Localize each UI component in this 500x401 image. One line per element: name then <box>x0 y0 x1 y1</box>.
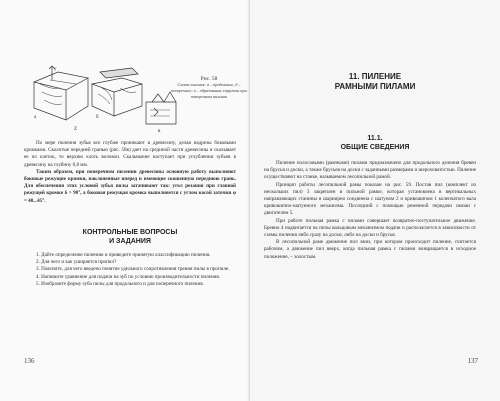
figure-label-b: б <box>96 115 99 120</box>
chapter-heading-line-1: 11. ПИЛЕНИЕ <box>348 72 402 81</box>
section-heading <box>24 228 236 246</box>
paragraph: Пиление полосовыми (рамными) пилами предназначено для продольного деления бревен на брусья и доски, а также брусьев на доски с заданными размерами и шероховатостью. Пиление осуществляют на станке, называемом лесопильной рамой. <box>264 160 476 181</box>
figure-label-v: в <box>158 129 161 134</box>
paragraph-bold <box>24 169 236 205</box>
subsection-number: 11.1. <box>367 135 383 142</box>
question-item: 2. Для чего и как уширяется пропил? <box>36 259 117 266</box>
left-body-text <box>24 140 236 205</box>
question-item: 5. Изобразите форму зуба пилы для продольного и для поперечного пиления. <box>36 280 204 287</box>
figure-number: Рис. 58 <box>200 76 218 82</box>
right-body-text <box>264 160 476 261</box>
bold-text: Таким образом, при поперечном пилении древесины основную работу выполняют боковые режущие кромки, наклоненные вперед и имеющие скошенную переднюю грань. Для обеспечения этих условий зубья пилы затачивают так: угол резания при главной режущей кромке δ > 90°, а боковая режущая кромка выполняется с углом косой заточки φ = 40...45°. <box>24 168 236 204</box>
paragraph: При работе пильная рамка с пилами совершает возвратно-поступательное движение. Бревно 4 надвигается на пилы вальцовым механизмом подачи и располагается в зависимости от схемы пиления либо сразу на доски, либо на доски и брусья. <box>264 217 476 239</box>
figure-label-a: а <box>34 115 37 120</box>
right-page <box>250 0 500 401</box>
question-item: 1. Дайте определение пилению и приведите принятую классификацию пиления. <box>36 252 211 258</box>
page-number-right: 137 <box>467 357 478 365</box>
question-item: 3. Поясните, для чего введено понятие удельного сопротивления трения пилы в пропиле. <box>36 266 230 273</box>
page-number-left: 136 <box>24 357 35 365</box>
figure-caption <box>170 76 248 100</box>
section-heading-line-2: И ЗАДАНИЯ <box>109 238 151 245</box>
questions-list <box>24 252 236 288</box>
paragraph: В лесопильной раме движение пил вниз, при котором происходит пиление, считается рабочим, а движение пил вверх, когда пильная рамка с пилами возвращается в исходное положение, – холостым. <box>264 239 476 260</box>
paragraph: По мере пиления зубья все глубже проникают в древесину, делая надрезы боковыми кромками. Сколотые передней гранью (рис. 58в) дает на срединой части древесины и скалывает ее по клеток, то верхню клоть волокон. Скалывание наступает при углублении зубьев в древесину на глубину 0,8 мм. <box>24 140 236 168</box>
figure-58-sawing-diagram <box>30 64 190 134</box>
subsection-heading <box>270 134 480 152</box>
figure-label-y: у <box>54 67 57 72</box>
figure-description: Схемы пиления: а – продольное, б – поперечное; в – образование стружки при поперечном пилении <box>171 82 247 99</box>
subsection-title: ОБЩИЕ СВЕДЕНИЯ <box>340 144 410 151</box>
question-item: 4. Напишите уравнение для подачи на зуб по условию производительности пиления. <box>36 273 221 280</box>
chapter-heading-line-2: РАМНЫМИ ПИЛАМИ <box>334 82 416 91</box>
chapter-heading <box>270 72 480 92</box>
sawing-schematic-drawing <box>30 64 190 134</box>
figure-label-z: Z <box>74 127 78 132</box>
paragraph: Принцип работы лесопильной рамы показан на рис. 59. Постав пил (комплект из нескольких пил) 3 закреплен в пильной рамке, которая установлена в вертикальных направляющих станины и шарнирно соединена с шатуном 2 и кривошипом 1 коленчатого вала кривошипно-шатунного механизма. Последний с помощью ременной передачи связан с двигателем 5. <box>264 181 476 217</box>
section-heading-line-1: КОНТРОЛЬНЫЕ ВОПРОСЫ <box>82 229 178 236</box>
